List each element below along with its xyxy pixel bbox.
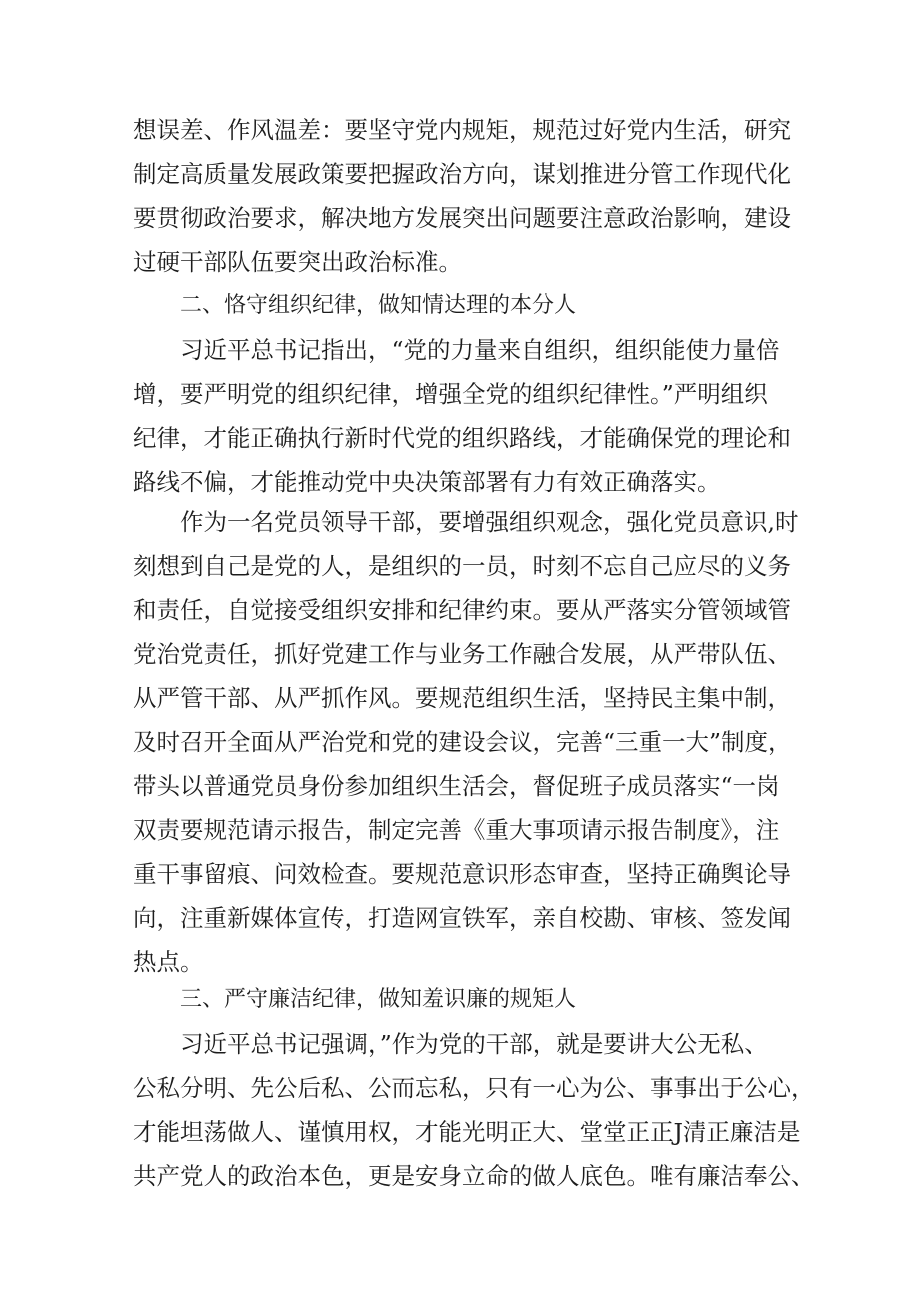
text-line: 共产党人的政治本色，更是安身立命的做人底色。唯有廉洁奉公、 bbox=[133, 1162, 815, 1190]
text-line: 公私分明、先公后私、公而忘私，只有一心为公、事事出于公心， bbox=[133, 1074, 815, 1102]
text-line: 习近平总书记强调，”作为党的干部，就是要讲大公无私、 bbox=[180, 1030, 768, 1058]
section-heading: 二、恪守组织纪律，做知情达理的本分人 bbox=[180, 293, 577, 318]
text-line: 增，要严明党的组织纪律，增强全党的组织纪律性。”严明组织 bbox=[133, 380, 768, 408]
text-line: 制定高质量发展政策要把握政治方向，谋划推进分管工作现代化 bbox=[133, 160, 791, 188]
text-line: 习近平总书记指出，“党的力量来自组织，组织能使力量倍 bbox=[180, 336, 780, 364]
text-line: 向，注重新媒体宣传，打造网宣铁军，亲自校勘、审核、签发闻 bbox=[133, 904, 791, 932]
text-line: 才能坦荡做人、谨慎用权，才能光明正大、堂堂正正J清正廉洁是 bbox=[133, 1118, 801, 1146]
text-line: 和责任，自觉接受组织安排和纪律约束。要从严落实分管领域管 bbox=[133, 596, 791, 624]
section-heading: 三、严守廉洁纪律，做知羞识廉的规矩人 bbox=[180, 987, 577, 1012]
text-line: 过硬干部队伍要突出政治标准。 bbox=[133, 248, 462, 276]
text-line: 党治党责任，抓好党建工作与业务工作融合发展，从严带队伍、 bbox=[133, 640, 791, 668]
text-line: 重干事留痕、问效检查。要规范意识形态审查，坚持正确舆论导 bbox=[133, 860, 791, 888]
text-line: 刻想到自己是党的人，是组织的一员，时刻不忘自己应尽的义务 bbox=[133, 552, 791, 580]
text-line: 作为一名党员领导干部，要增强组织观念，强化党员意识,时 bbox=[180, 508, 799, 536]
text-line: 要贯彻政治要求，解决地方发展突出问题要注意政治影响，建设 bbox=[133, 204, 791, 232]
text-line: 及时召开全面从严治党和党的建设会议，完善“三重一大”制度， bbox=[133, 728, 792, 756]
text-line: 纪律，才能正确执行新时代党的组织路线，才能确保党的理论和 bbox=[133, 424, 791, 452]
text-line: 想误差、作风温差：要坚守党内规矩，规范过好党内生活，研究 bbox=[133, 116, 791, 144]
text-line: 带头以普通党员身份参加组织生活会，督促班子成员落实“一岗 bbox=[133, 772, 780, 800]
text-line: 热点。 bbox=[133, 948, 204, 976]
text-line: 从严管干部、从严抓作风。要规范组织生活，坚持民主集中制， bbox=[133, 684, 791, 712]
text-line: 路线不偏，才能推动党中央决策部署有力有效正确落实。 bbox=[133, 468, 721, 496]
text-line: 双责要规范请示报告，制定完善《重大事项请示报告制度》，注 bbox=[133, 816, 780, 844]
